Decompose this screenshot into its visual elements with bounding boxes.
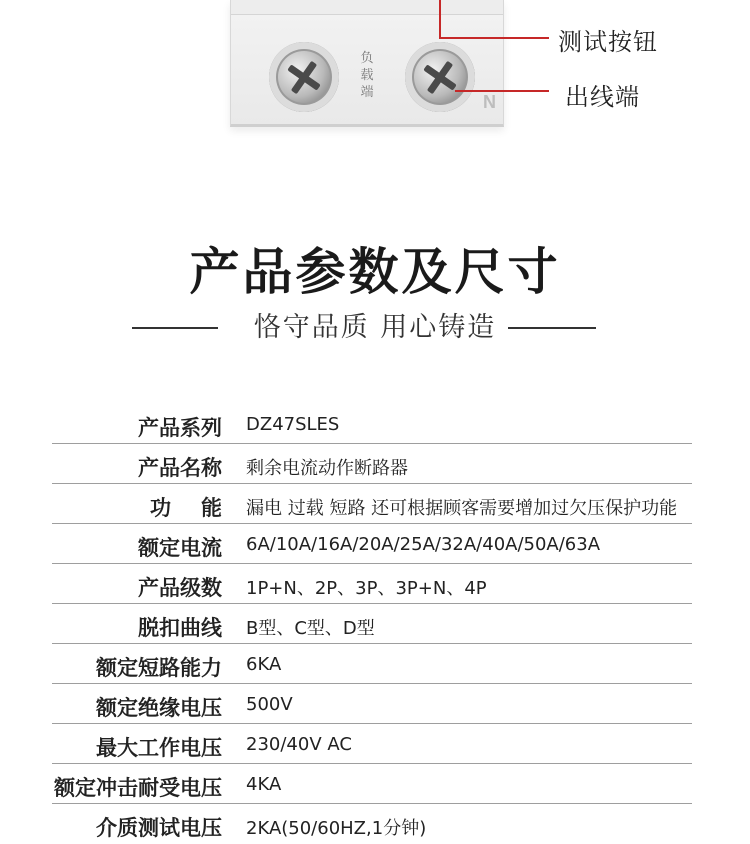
- terminal-screw-left: [269, 42, 339, 112]
- spec-row-dielectric-voltage: [0, 804, 750, 844]
- spec-row-max-voltage: [0, 724, 750, 764]
- section-subtitle: 恪守品质 用心铸造: [253, 312, 497, 343]
- breaker-top-step: [231, 0, 503, 15]
- spec-value: DZ47SLES: [246, 414, 340, 435]
- spec-label: 脱扣曲线: [138, 616, 222, 640]
- spec-row-series: [0, 404, 750, 444]
- spec-value: 4KA: [246, 774, 282, 795]
- spec-label: 额定电流: [138, 536, 222, 560]
- spec-value: 230/40V AC: [246, 734, 352, 755]
- spec-row-insulation-voltage: [0, 684, 750, 724]
- spec-value: B型、C型、D型: [246, 618, 375, 639]
- test-button-leader-vertical: [439, 0, 441, 38]
- product-photo: [0, 0, 750, 200]
- load-terminal-label: 负 载 端: [360, 51, 374, 100]
- circuit-breaker-image: [230, 0, 504, 127]
- spec-row-name: [0, 444, 750, 484]
- spec-label: 产品级数: [138, 576, 222, 600]
- spec-label: 产品名称: [138, 456, 222, 480]
- spec-label: 额定冲击耐受电压: [54, 776, 222, 800]
- spec-label: 额定短路能力: [96, 656, 222, 680]
- spec-value: 6A/10A/16A/20A/25A/32A/40A/50A/63A: [246, 534, 601, 555]
- spec-label: 功能: [150, 496, 252, 520]
- spec-value: 6KA: [246, 654, 282, 675]
- spec-row-impulse-voltage: [0, 764, 750, 804]
- spec-row-trip-curve: [0, 604, 750, 644]
- test-button-callout: 测试按钮: [558, 28, 658, 56]
- subtitle-row: [0, 308, 750, 348]
- spec-row-rated-current: [0, 524, 750, 564]
- spec-row-breaking-capacity: [0, 644, 750, 684]
- terminal-screw-right: [405, 42, 475, 112]
- test-button-leader-horizontal: [439, 37, 549, 39]
- neutral-terminal-mark: N: [483, 92, 496, 112]
- outlet-callout: 出线端: [565, 83, 640, 111]
- spec-value: 剩余电流动作断路器: [246, 458, 408, 479]
- spec-table: [0, 404, 750, 844]
- spec-label: 介质测试电压: [96, 816, 222, 840]
- spec-label: 最大工作电压: [96, 736, 222, 760]
- spec-value: 2KA(50/60HZ,1分钟): [246, 818, 427, 839]
- spec-row-function: [0, 484, 750, 524]
- section-title: 产品参数及尺寸: [189, 243, 561, 301]
- spec-value: 漏电 过载 短路 还可根据顾客需要增加过欠压保护功能: [246, 498, 678, 519]
- spec-value: 1P+N、2P、3P、3P+N、4P: [246, 578, 487, 599]
- subtitle-rule-right: [508, 327, 596, 329]
- spec-label: 产品系列: [138, 416, 222, 440]
- outlet-leader: [455, 90, 549, 92]
- spec-label: 额定绝缘电压: [96, 696, 222, 720]
- spec-row-poles: [0, 564, 750, 604]
- spec-value: 500V: [246, 694, 293, 715]
